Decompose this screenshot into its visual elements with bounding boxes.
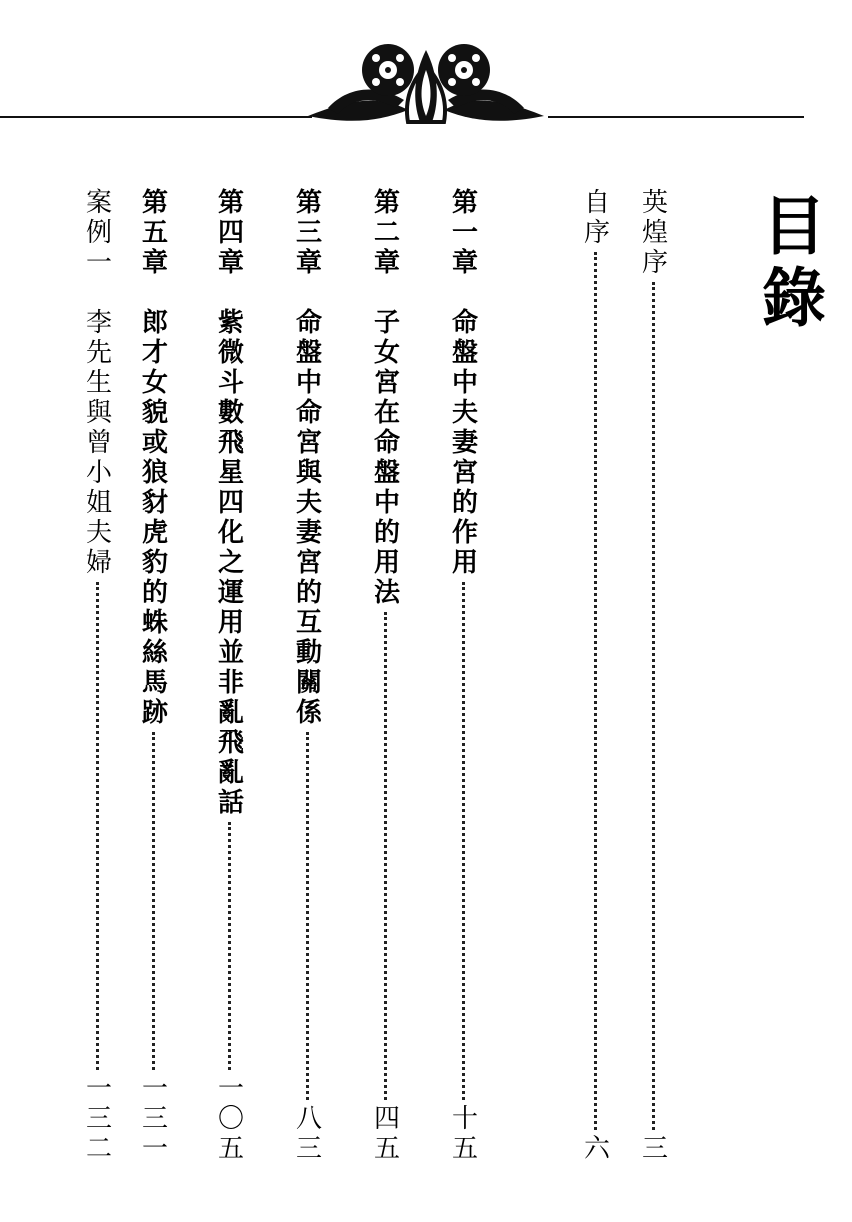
chapter-number: 第一章 — [447, 188, 478, 278]
toc-entry-chapter-1[interactable] — [446, 188, 480, 1164]
case-title: 李先生與曾小姐夫婦 — [81, 308, 112, 578]
dot-leader — [228, 822, 231, 1070]
page-number: 四五 — [369, 1104, 400, 1164]
chapter-title: 命盤中命宮與夫妻宮的互動關係 — [291, 308, 322, 728]
page-number: 三 — [637, 1134, 668, 1164]
chapter-number: 第三章 — [291, 188, 322, 278]
page-number: 六 — [579, 1134, 610, 1164]
chapter-number: 第四章 — [213, 188, 244, 278]
case-number: 案例一 — [81, 188, 112, 278]
chapter-number: 第二章 — [369, 188, 400, 278]
chapter-number: 第五章 — [137, 188, 168, 278]
page-title: 目錄 — [751, 192, 826, 336]
page-number: 一三二 — [81, 1074, 112, 1164]
toc-entry-preface-yinghuang[interactable] — [636, 188, 670, 1164]
header-rule-right — [548, 116, 804, 118]
dot-leader — [462, 582, 465, 1100]
chapter-title: 命盤中夫妻宮的作用 — [447, 308, 478, 578]
toc-entry-case-1[interactable] — [80, 188, 114, 1164]
dot-leader — [652, 282, 655, 1130]
toc-entry-chapter-4[interactable] — [212, 188, 246, 1164]
dot-leader — [306, 732, 309, 1100]
toc-entry-chapter-3[interactable] — [290, 188, 324, 1164]
header-rule-left — [0, 116, 312, 118]
chapter-title: 子女宮在命盤中的用法 — [369, 308, 400, 608]
chapter-title: 紫微斗數飛星四化之運用並非亂飛亂話 — [213, 308, 244, 818]
toc-entry-chapter-5[interactable] — [136, 188, 170, 1164]
page-number: 十五 — [447, 1104, 478, 1164]
page-number: 一〇五 — [213, 1074, 244, 1164]
page-number: 八三 — [291, 1104, 322, 1164]
chapter-title: 郎才女貌或狼豺虎豹的蛛絲馬跡 — [137, 308, 168, 728]
toc-entry-chapter-2[interactable] — [368, 188, 402, 1164]
dot-leader — [152, 732, 155, 1070]
toc-entry-label: 自序 — [579, 188, 610, 248]
page-number: 一三一 — [137, 1074, 168, 1164]
dot-leader — [384, 612, 387, 1100]
toc-entry-preface-author[interactable] — [578, 188, 612, 1164]
toc-entry-label: 英煌序 — [637, 188, 668, 278]
floral-ornament-icon — [308, 30, 544, 130]
dot-leader — [96, 582, 99, 1070]
dot-leader — [594, 252, 597, 1130]
